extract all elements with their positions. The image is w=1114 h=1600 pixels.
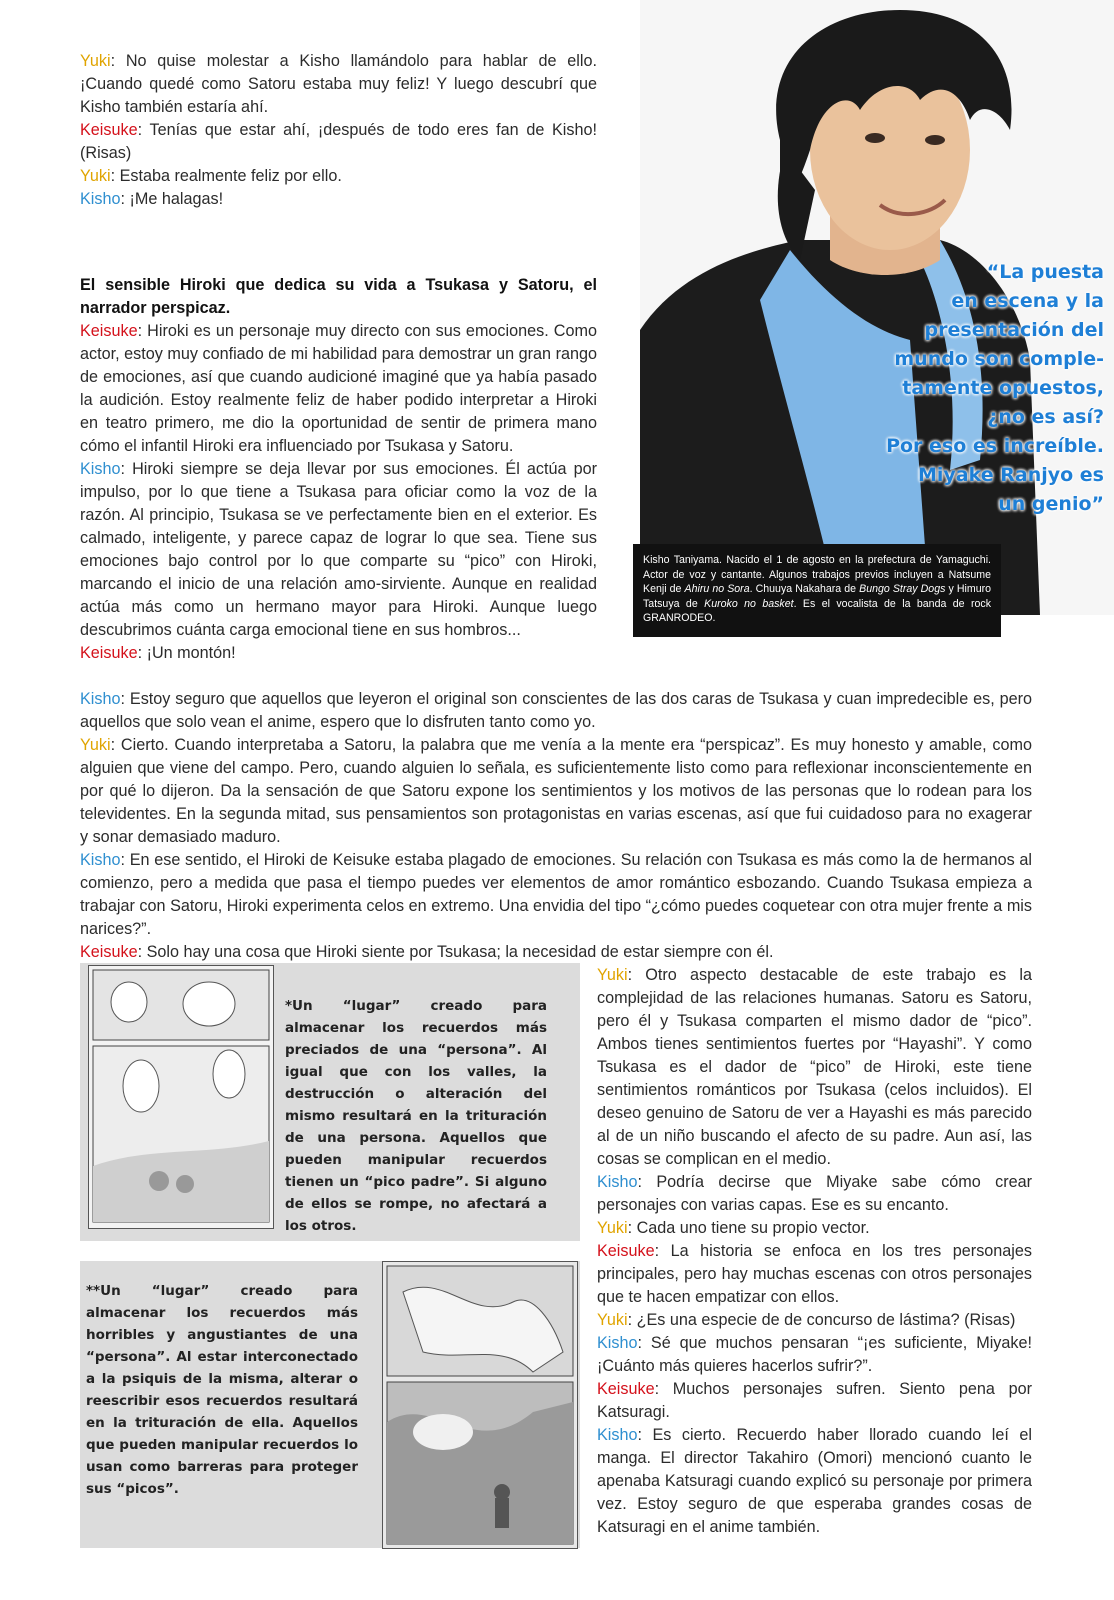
speaker-name: Keisuke <box>80 644 138 662</box>
dialogue-line <box>597 1332 1032 1378</box>
note-text-2: **Un “lugar” creado para almacenar los recuerdos más horribles y angustiantes de una “persona”. Al estar interconectado a la psiquis de la misma, alterar o reescribir esos recuerdos resultará en la trituración de ella. Aquellos que pueden manipular recuerdos lo usan como barreras para proteger sus “picos”. <box>86 1283 358 1497</box>
speaker-name: Yuki <box>597 966 628 984</box>
dialogue-text: : Hiroki siempre se deja llevar por sus emociones. Él actúa por impulso, por lo que tiene a Tsukasa para oficiar como la voz de la razón. Al principio, Tsukasa se ve perfectamente bien en el exterior. Es calmado, inteligente, y parece capaz de lograr lo que sea. Tiene sus emociones bajo control por lo que comparte su “pico” con Hiroki, marcando el inicio de una relación amo-sirviente. Aunque en realidad actúa más como un hermano mayor para Hiroki. Aunque luego descubrimos cuánta carga emocional tiene en sus hombros... <box>80 460 597 639</box>
pull-quote-line: mundo son comple- <box>894 348 1104 370</box>
dialogue-line <box>80 642 597 665</box>
speaker-name: Kisho <box>597 1173 638 1191</box>
dialogue-text: : Estoy seguro que aquellos que leyeron el original son conscientes de las dos caras de Tsukasa y cuan impredecible es, pero aquellos que solo vean el anime, espero que lo disfruten tanto como yo. <box>80 690 1032 731</box>
speaker-name: Keisuke <box>597 1242 655 1260</box>
speaker-name: Kisho <box>80 690 121 708</box>
speaker-name: Keisuke <box>80 121 138 139</box>
dialogue-text: : Muchos personajes sufren. Siento pena por Katsuragi. <box>597 1380 1032 1421</box>
dialogue-text: : Cierto. Cuando interpretaba a Satoru, la palabra que me venía a la mente era “perspicaz”. Es muy honesto y amable, como alguien que viene del campo. Pero, cuando alguien lo señala, es suficientemente listo como para reflexionar inconscientemente en por qué lo dijeron. Da la sensación de que Satoru expone los sentimientos y los motivos de las personas que lo rodean para los televidentes. En la segunda mitad, sus pensamientos son protagonistas en varias escenas, así que fui cuidadoso para no exagerar y sonar demasiado maduro. <box>80 736 1032 846</box>
caption-text-3: y Himuro Tatsuya de <box>643 583 992 610</box>
photo-caption <box>633 544 1001 637</box>
section-heading: El sensible Hiroki que dedica su vida a Tsukasa y Satoru, el narrador perspicaz. <box>80 276 597 317</box>
note-box-2 <box>80 1261 580 1548</box>
speaker-name: Yuki <box>597 1219 628 1237</box>
pull-quote-line: presentación del <box>924 319 1104 341</box>
speaker-name: Yuki <box>80 736 111 754</box>
pull-quote <box>872 258 1104 519</box>
dialogue-text: : Cada uno tiene su propio vector. <box>627 1219 870 1237</box>
manga-artwork-1 <box>89 966 273 1228</box>
dialogue-line <box>80 849 1032 941</box>
dialogue-text: : En ese sentido, el Hiroki de Keisuke estaba plagado de emociones. Su relación con Tsukasa es más como la de hermanos al comienzo, pero a medida que pasa el tiempo puedes ver elementos de amor romántico esbozando. Cuando Tsukasa empieza a trabajar con Satoru, Hiroki experimenta celos en extremo. Una envidia del tipo “¿cómo puedes coquetear con otra mujer frente a mis narices?”. <box>80 851 1032 938</box>
caption-work-1: Ahiru no Sora <box>684 583 750 595</box>
wide-dialogue <box>80 688 1032 964</box>
dialogue-line <box>597 1309 1032 1332</box>
caption-text-2: . Chuuya Nakahara de <box>749 583 860 595</box>
speaker-name: Kisho <box>80 851 121 869</box>
dialogue-text: : Otro aspecto destacable de este trabajo es la complejidad de las relaciones humanas. Satoru es Satoru, pero él y Tsukasa comparten el mismo dador de “pico”. Ambos tienes sentimientos fuertes por “Hayashi”. Y como Tsukasa es el dador de “pico” de Hiroki, este tiene sentimientos románticos por Tsukasa (celos incluidos). El deseo genuino de Satoru de ver a Hayashi es más parecido al de un niño buscando el afecto de su padre. Aun así, las cosas se complican en el medio. <box>597 966 1032 1168</box>
dialogue-line <box>80 50 597 119</box>
dialogue-text: : Tenías que estar ahí, ¡después de todo eres fan de Kisho! (Risas) <box>80 121 597 162</box>
speaker-name: Keisuke <box>597 1380 655 1398</box>
speaker-name: Kisho <box>80 460 121 478</box>
pull-quote-line: tamente opuestos, <box>902 377 1104 399</box>
manga-panel-1 <box>88 965 274 1229</box>
dialogue-text: : Es cierto. Recuerdo haber llorado cuando leí el manga. El director Takahiro (Omori) mencionó cuanto le apenaba Katsuragi cuando explicó su personaje por primera vez. Estoy seguro de que esperaba grandes cosas de Katsuragi en el anime también. <box>597 1426 1032 1536</box>
caption-text-4: . Es el vocalista de la banda de rock GRANRODEO. <box>643 597 991 624</box>
dialogue-text: : La historia se enfoca en los tres personajes principales, pero hay muchas escenas con otros personajes que te hacen empatizar con ellos. <box>597 1242 1032 1306</box>
dialogue-line <box>80 165 597 188</box>
dialogue-text: : ¿Es una especie de de concurso de lástima? (Risas) <box>627 1311 1016 1329</box>
speaker-name: Keisuke <box>80 943 138 961</box>
dialogue-line <box>597 1217 1032 1240</box>
dialogue-text: : ¡Un montón! <box>137 644 236 662</box>
dialogue-line <box>80 941 1032 964</box>
pull-quote-line: Por eso es increíble. <box>886 435 1104 457</box>
note-box-1 <box>80 963 580 1241</box>
speaker-name: Kisho <box>80 190 121 208</box>
dialogue-line <box>80 734 1032 849</box>
dialogue-line <box>597 964 1032 1171</box>
dialogue-line <box>597 1424 1032 1539</box>
dialogue-text: : No quise molestar a Kisho llamándolo para hablar de ello. ¡Cuando quedé como Satoru estaba muy feliz! Y luego descubrí que Kisho también estaría ahí. <box>80 52 597 116</box>
pull-quote-line: Miyake Ranjyo es <box>918 464 1104 486</box>
pull-quote-line: ¿no es así? <box>987 406 1104 428</box>
dialogue-text: : ¡Me halagas! <box>120 190 224 208</box>
intro-dialogue <box>80 50 597 211</box>
speaker-name: Yuki <box>597 1311 628 1329</box>
speaker-name: Yuki <box>80 52 111 70</box>
dialogue-line <box>80 320 597 458</box>
dialogue-text: : Estaba realmente feliz por ello. <box>110 167 342 185</box>
pull-quote-line: un genio” <box>998 493 1104 515</box>
dialogue-line <box>80 688 1032 734</box>
speaker-name: Kisho <box>597 1334 638 1352</box>
right-column-dialogue <box>597 964 1032 1539</box>
caption-work-3: Kuroko no basket <box>704 597 794 610</box>
dialogue-line <box>80 458 597 642</box>
pull-quote-line: en escena y la <box>951 290 1104 312</box>
dialogue-text: : Sé que muchos pensaran “¡es suficiente, Miyake! ¡Cuánto más quieres hacerlos sufrir?”. <box>597 1334 1032 1375</box>
dialogue-text: : Podría decirse que Miyake sabe cómo crear personajes con varias capas. Ese es su encanto. <box>597 1173 1032 1214</box>
manga-panel-2 <box>382 1261 578 1549</box>
dialogue-line <box>597 1378 1032 1424</box>
dialogue-line <box>80 188 597 211</box>
note-text-1: *Un “lugar” creado para almacenar los recuerdos más preciados de una “persona”. Al igual que con los valles, la destrucción o alteración del mismo resultará en la trituración de una persona. Aquellos que pueden manipular recuerdos tienen un “pico padre”. Si alguno de ellos se rompe, no afectará a los otros. <box>285 998 547 1234</box>
column-1-dialogue <box>80 320 597 665</box>
manga-artwork-2 <box>383 1262 577 1548</box>
dialogue-line <box>80 119 597 165</box>
dialogue-text: : Solo hay una cosa que Hiroki siente por Tsukasa; la necesidad de estar siempre con él. <box>137 943 774 961</box>
dialogue-line <box>597 1240 1032 1309</box>
speaker-name: Yuki <box>80 167 111 185</box>
speaker-name: Kisho <box>597 1426 638 1444</box>
dialogue-line <box>597 1171 1032 1217</box>
dialogue-text: : Hiroki es un personaje muy directo con sus emociones. Como actor, estoy muy confiado de mi habilidad para demostrar un gran rango de emociones, así que cuando audicioné imaginé que ya había pasado la audición. Estoy realmente feliz de haber podido interpretar a Hiroki en teatro primero, me dio la oportunidad de sentir de primera mano cómo el infantil Hiroki era influenciado por Tsukasa y Satoru. <box>80 322 597 455</box>
pull-quote-line: “La puesta <box>986 261 1104 283</box>
speaker-name: Keisuke <box>80 322 138 340</box>
caption-text-1: Kisho Taniyama. Nacido el 1 de agosto en la prefectura de Yamaguchi. Actor de voz y cantante. Algunos trabajos previos incluyen a Natsume Kenji de <box>643 554 991 595</box>
caption-work-2: Bungo Stray Dogs <box>859 583 946 595</box>
